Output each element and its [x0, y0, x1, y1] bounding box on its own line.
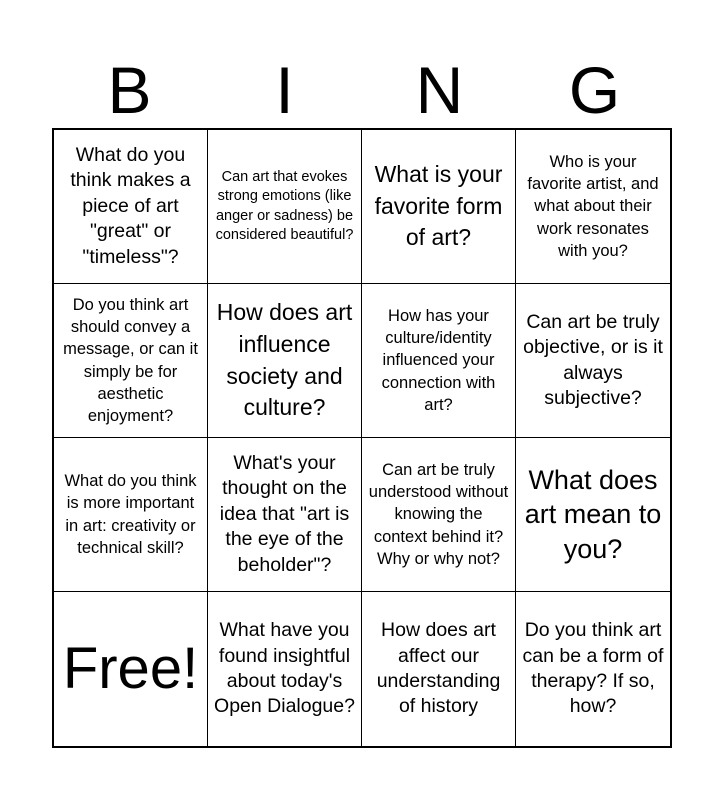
- bingo-cell: What's your thought on the idea that "art is the eye of the beholder"?: [208, 438, 362, 592]
- bingo-cell: How does art influence society and culture?: [208, 284, 362, 438]
- header-letter-b: B: [107, 53, 152, 127]
- bingo-cell: What do you think is more important in art: creativity or technical skill?: [54, 438, 208, 592]
- bingo-cell: How has your culture/identity influenced your connection with art?: [362, 284, 516, 438]
- bingo-cell: What do you think makes a piece of art "great" or "timeless"?: [54, 130, 208, 284]
- header-letter-n: N: [415, 53, 464, 127]
- bingo-cell: What does art mean to you?: [516, 438, 670, 592]
- bingo-cell: Who is your favorite artist, and what about their work resonates with you?: [516, 130, 670, 284]
- bingo-cell: Do you think art should convey a message, or can it simply be for aesthetic enjoyment?: [54, 284, 208, 438]
- bingo-grid: [52, 128, 672, 748]
- bingo-cell: Can art that evokes strong emotions (like anger or sadness) be considered beautiful?: [208, 130, 362, 284]
- bingo-cell: Can art be truly understood without knowing the context behind it? Why or why not?: [362, 438, 516, 592]
- bingo-cell: What have you found insightful about today's Open Dialogue?: [208, 592, 362, 746]
- bingo-cell: Do you think art can be a form of therapy? If so, how?: [522, 619, 664, 718]
- bingo-header: [52, 52, 672, 128]
- bingo-cell: Can art be truly objective, or is it always subjective?: [516, 284, 670, 438]
- bingo-cell: How does art affect our understanding of history: [362, 592, 516, 746]
- header-letter-g: G: [568, 53, 621, 127]
- free-space-cell: Free!: [54, 592, 208, 746]
- bingo-cell: What is your favorite form of art?: [362, 130, 516, 284]
- header-letter-i: I: [275, 53, 294, 127]
